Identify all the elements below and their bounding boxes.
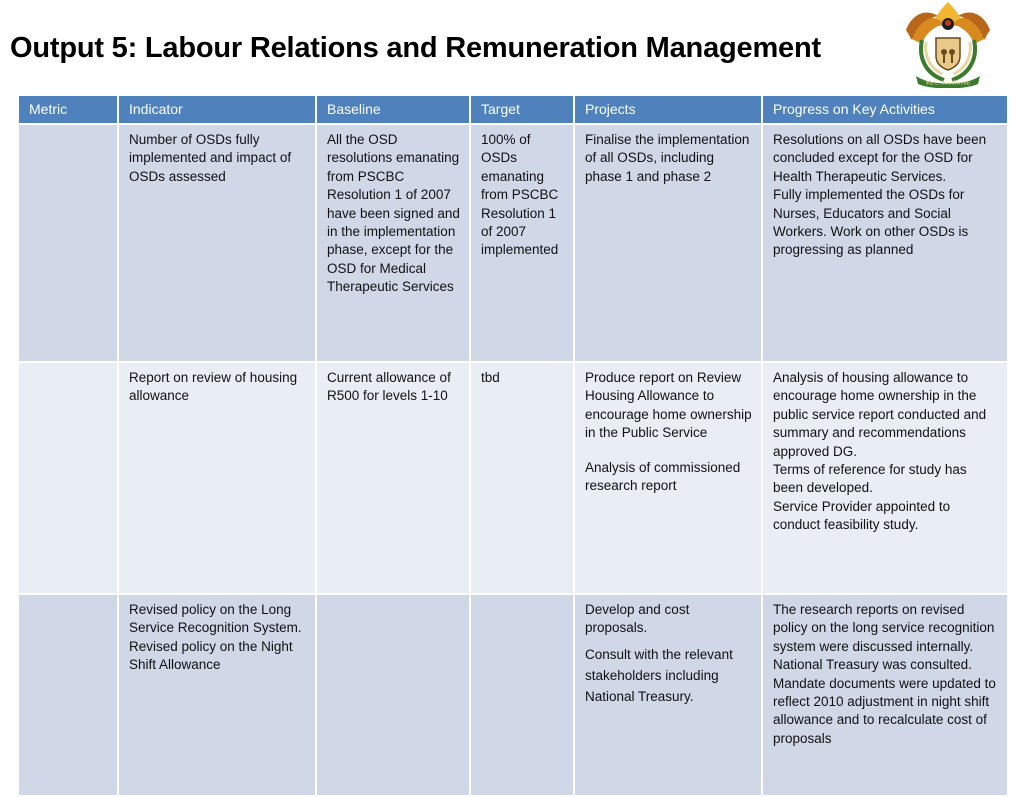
target-cell bbox=[470, 594, 574, 796]
svg-text:!KE E: /XARRA //KE: !KE E: /XARRA //KE bbox=[925, 80, 971, 87]
indicator-cell bbox=[118, 362, 316, 594]
progress-cell bbox=[762, 594, 1008, 796]
target-cell bbox=[470, 124, 574, 362]
column-header-target: Target bbox=[470, 95, 574, 124]
metric-cell bbox=[18, 124, 118, 362]
project-text: Produce report on Review Housing Allowance to encourage home ownership in the Public Service bbox=[585, 370, 752, 441]
table-row bbox=[18, 594, 1008, 796]
target-text: tbd bbox=[481, 370, 500, 385]
progress-text: Resolutions on all OSDs have been concluded except for the OSD for Health Therapeutic Services. Fully implemented the OSDs for Nurses, Educators and Social Workers. Work on other OSDs is progressing as planned bbox=[773, 132, 987, 258]
table-row bbox=[18, 362, 1008, 594]
progress-text: Analysis of housing allowance to encourage home ownership in the public service report conducted and summary and recommendations approved DG. Terms of reference for study has been developed. Service Provider appointed to conduct feasibility study. bbox=[773, 370, 987, 533]
projects-cell bbox=[574, 362, 762, 594]
indicator-text: Number of OSDs fully implemented and impact of OSDs assessed bbox=[129, 132, 292, 184]
project-text: Consult with the relevant stakeholders including National Treasury. bbox=[585, 646, 733, 704]
slide-title: Output 5: Labour Relations and Remuneration Management bbox=[10, 32, 821, 64]
table-row bbox=[18, 124, 1008, 362]
indicator-cell bbox=[118, 124, 316, 362]
column-header-progress: Progress on Key Activities bbox=[762, 95, 1008, 124]
progress-cell bbox=[762, 124, 1008, 362]
column-header-metric: Metric bbox=[18, 95, 118, 124]
coat-of-arms-icon bbox=[900, 0, 996, 88]
indicator-cell bbox=[118, 594, 316, 796]
output-table bbox=[17, 94, 1009, 797]
projects-cell bbox=[574, 124, 762, 362]
project-text: Develop and cost proposals. bbox=[585, 602, 690, 636]
baseline-cell bbox=[316, 594, 470, 796]
target-cell bbox=[470, 362, 574, 594]
baseline-cell bbox=[316, 124, 470, 362]
target-text: 100% of OSDs emanating from PSCBC Resolution 1 of 2007 implemented bbox=[481, 132, 559, 258]
indicator-text: Revised policy on the Long Service Recognition System. Revised policy on the Night Shift Allowance bbox=[129, 602, 302, 673]
progress-cell bbox=[762, 362, 1008, 594]
progress-text: The research reports on revised policy on the long service recognition system were discussed internally. National Treasury was consulted. Mandate documents were updated to reflect 2010 adjustment in night shift allowance and to recalculate cost of proposals bbox=[773, 602, 996, 746]
projects-cell bbox=[574, 594, 762, 796]
column-header-projects: Projects bbox=[574, 95, 762, 124]
metric-cell bbox=[18, 594, 118, 796]
metric-cell bbox=[18, 362, 118, 594]
baseline-cell bbox=[316, 362, 470, 594]
project-text: Analysis of commissioned research report bbox=[585, 459, 741, 494]
indicator-text: Report on review of housing allowance bbox=[129, 370, 298, 404]
table-header-row bbox=[18, 95, 1008, 124]
column-header-baseline: Baseline bbox=[316, 95, 470, 124]
project-text: Finalise the implementation of all OSDs, including phase 1 and phase 2 bbox=[585, 132, 750, 184]
paragraph-gap bbox=[585, 443, 753, 459]
column-header-indicator: Indicator bbox=[118, 95, 316, 124]
baseline-text: Current allowance of R500 for levels 1-10 bbox=[327, 370, 451, 404]
baseline-text: All the OSD resolutions emanating from PSCBC Resolution 1 of 2007 have been signed and in the implementation phase, except for the OSD for Medical Therapeutic Services bbox=[327, 132, 460, 295]
